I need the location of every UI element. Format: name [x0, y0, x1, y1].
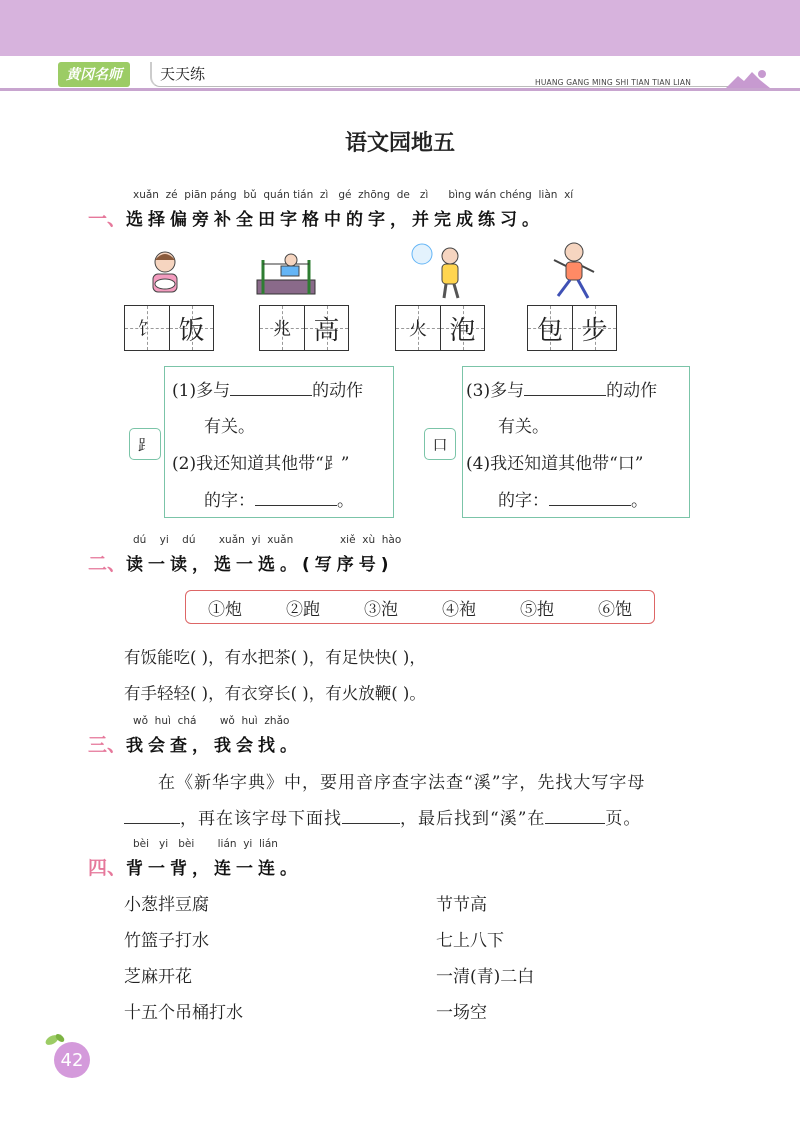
boy-high-jump-illustration [255, 250, 317, 302]
q1-end: 有关。 [204, 417, 255, 437]
running-header: HUANG GANG MING SHI TIAN TIAN LIAN [535, 78, 692, 87]
options-box [185, 590, 655, 624]
s1-pinyin: xuǎn zé piān páng bǔ quán tián zì gé zhōng de zì bìng wán chéng liàn xí [133, 189, 574, 201]
s1-number: 一、 [88, 208, 127, 230]
s3-pinyin: wǒ huì chá wǒ huì zhǎo [133, 715, 290, 727]
s4-instruction: 背一背，连一连。 [126, 859, 303, 879]
s4-number: 四、 [88, 857, 127, 879]
page-title: 语文园地五 [344, 131, 455, 156]
option-3: ③泡 [364, 599, 398, 620]
s3-blank-2[interactable] [342, 809, 400, 824]
q4-text: (4)我还知道其他带“口” [466, 454, 644, 474]
s3-instruction: 我会查，我会找。 [126, 736, 303, 756]
q3-blank[interactable] [524, 381, 606, 396]
mountain-icon [726, 68, 770, 88]
s3-text-a: ，再在该字母下面找 [180, 809, 342, 829]
right-item-2[interactable]: 七上八下 [436, 931, 504, 951]
page-number: 42 [54, 1042, 90, 1078]
s3-number: 三、 [88, 734, 127, 756]
s3-blank-3[interactable] [545, 809, 605, 824]
grid-cell: 泡 [440, 306, 484, 350]
grid-box-2 [259, 305, 349, 351]
option-1: ①炮 [208, 599, 242, 620]
radical-mouth: 口 [424, 428, 456, 460]
right-item-4[interactable]: 一场空 [436, 1003, 487, 1023]
s3-text-c: 页。 [605, 809, 642, 829]
grid-box-3 [395, 305, 485, 351]
option-5: ⑤抱 [520, 599, 554, 620]
q2-prefix: 的字： [204, 491, 255, 511]
grid-box-4 [527, 305, 617, 351]
header-band [0, 0, 800, 56]
q2-text: (2)我还知道其他带“⻊” [172, 454, 350, 474]
brand-logo: 黄冈名师 [58, 62, 130, 87]
s2-line-1[interactable]: 有饭能吃( )，有水把茶( )，有足快快( )， [124, 648, 426, 667]
radical-foot: ⻊ [129, 428, 161, 460]
grid-cell: 高 [304, 306, 348, 350]
s3-text-b: ，最后找到“溪”在 [400, 809, 546, 829]
grid-cell: 步 [572, 306, 616, 350]
q1-blank[interactable] [230, 381, 312, 396]
grid-box-1 [124, 305, 214, 351]
s2-instruction: 读一读，选一选。(写序号) [126, 555, 394, 575]
q1-prefix: (1)多与 [172, 381, 231, 401]
q3-end: 有关。 [498, 417, 549, 437]
right-item-3[interactable]: 一清(青)二白 [436, 967, 535, 987]
left-item-1[interactable]: 小葱拌豆腐 [124, 895, 209, 915]
grid-cell: 包 [528, 306, 572, 350]
q4-end: 。 [631, 491, 648, 511]
q2-end: 。 [337, 491, 354, 511]
left-item-2[interactable]: 竹篮子打水 [124, 931, 209, 951]
series-title: 天天练 [160, 65, 206, 83]
option-2: ②跑 [286, 599, 320, 620]
right-item-1[interactable]: 节节高 [436, 895, 487, 915]
grid-cell[interactable]: 饣 [125, 306, 169, 350]
q2-blank[interactable] [255, 491, 337, 506]
q1-suffix: 的动作 [312, 381, 364, 401]
q4-prefix: 的字： [498, 491, 549, 511]
s4-pinyin: bèi yi bèi lián yi lián [133, 838, 278, 850]
grid-cell[interactable]: 火 [396, 306, 440, 350]
grid-cell[interactable]: 兆 [260, 306, 304, 350]
s1-instruction: 选择偏旁补全田字格中的字，并完成练习。 [126, 210, 545, 230]
s2-number: 二、 [88, 553, 127, 575]
left-item-3[interactable]: 芝麻开花 [124, 967, 192, 987]
left-item-4[interactable]: 十五个吊桶打水 [124, 1003, 243, 1023]
s3-paragraph: 在《新华字典》中，要用音序查字法查“溪”字，先找大写字母 [158, 773, 646, 793]
header-rule [0, 88, 800, 91]
q4-blank[interactable] [549, 491, 631, 506]
q3-prefix: (3)多与 [466, 381, 525, 401]
boy-blowing-bubble-illustration [410, 242, 470, 302]
grid-cell: 饭 [169, 306, 213, 350]
option-6: ⑥饱 [598, 599, 632, 620]
s2-line-2[interactable]: 有手轻轻( )，有衣穿长( )，有火放鞭( )。 [124, 684, 426, 703]
s3-blank-1[interactable] [124, 809, 180, 824]
option-4: ④袍 [442, 599, 476, 620]
s2-pinyin: dú yi dú xuǎn yi xuǎn xiě xù hào [133, 534, 402, 546]
girl-eating-illustration [145, 248, 185, 300]
q3-suffix: 的动作 [606, 381, 658, 401]
boy-running-illustration [548, 240, 598, 302]
